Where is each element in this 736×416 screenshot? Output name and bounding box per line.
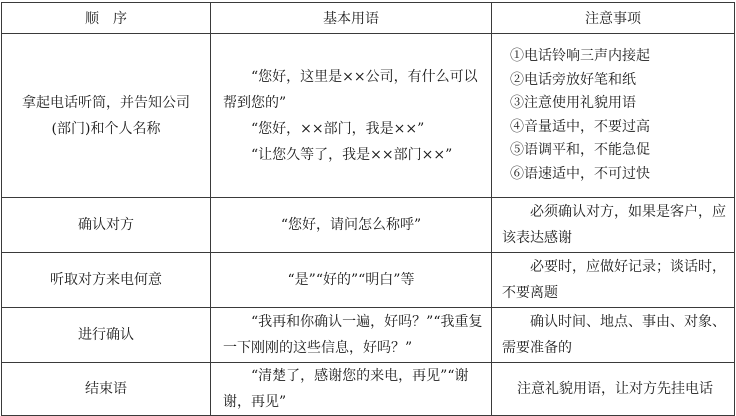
phrase-text: “您好，这里是××公司，有什么可以帮到您的” bbox=[223, 68, 478, 111]
note-text: ①电话铃响三声内接起 bbox=[510, 48, 650, 64]
notes-cell bbox=[492, 253, 735, 308]
table-row bbox=[2, 253, 735, 308]
phrase-text: “我再和你确认一遍，好吗？”“我重复一下刚刚的这些信息，好吗？” bbox=[223, 314, 483, 356]
notes-cell bbox=[492, 198, 735, 253]
step-cell: 进行确认 bbox=[2, 308, 211, 363]
header-row bbox=[2, 3, 735, 34]
note-text: ④音量适中，不要过高 bbox=[510, 118, 650, 135]
notes-cell bbox=[492, 308, 735, 363]
phrases-cell bbox=[211, 363, 492, 416]
table-row bbox=[2, 34, 735, 198]
phrases-cell bbox=[211, 34, 492, 198]
notes-cell bbox=[492, 363, 735, 416]
note-text: ⑥语速适中，不可过快 bbox=[510, 165, 650, 182]
phrase-text: “让您久等了，我是××部门××” bbox=[251, 146, 453, 163]
note-text: ⑤语调平和，不能急促 bbox=[510, 142, 650, 158]
phrase-text: “是”“好的”“明白”等 bbox=[287, 272, 415, 288]
note-text: ②电话旁放好笔和纸 bbox=[510, 71, 636, 88]
phrase-text: “您好，××部门，我是××” bbox=[251, 120, 425, 137]
phrase-text: “您好，请问怎么称呼” bbox=[280, 217, 422, 233]
note-text: 必要时，应做好记录；谈话时，不要离题 bbox=[502, 259, 726, 301]
table-row bbox=[2, 308, 735, 363]
notes-cell bbox=[492, 34, 735, 198]
phrases-cell bbox=[211, 253, 492, 308]
header-step: 顺 序 bbox=[2, 3, 211, 34]
step-cell: 结束语 bbox=[2, 363, 211, 416]
note-text: 必须确认对方，如果是客户，应该表达感谢 bbox=[502, 204, 726, 246]
header-phrases: 基本用语 bbox=[211, 3, 492, 34]
note-text: ③注意使用礼貌用语 bbox=[510, 95, 636, 111]
phrase-text: “清楚了，感谢您的来电，再见”“谢谢，再见” bbox=[223, 368, 469, 410]
note-text: 注意礼貌用语，让对方先挂电话 bbox=[517, 381, 713, 397]
table-row bbox=[2, 198, 735, 253]
phrases-cell bbox=[211, 308, 492, 363]
step-cell: 听取对方来电何意 bbox=[2, 253, 211, 308]
note-text: 确认时间、地点、事由、对象、需要准备的 bbox=[502, 314, 726, 356]
phrases-cell bbox=[211, 198, 492, 253]
table-row bbox=[2, 363, 735, 416]
step-cell: 确认对方 bbox=[2, 198, 211, 253]
phone-etiquette-table bbox=[1, 2, 735, 416]
header-notes: 注意事项 bbox=[492, 3, 735, 34]
step-cell: 拿起电话听筒，并告知公司(部门)和个人名称 bbox=[2, 34, 211, 198]
